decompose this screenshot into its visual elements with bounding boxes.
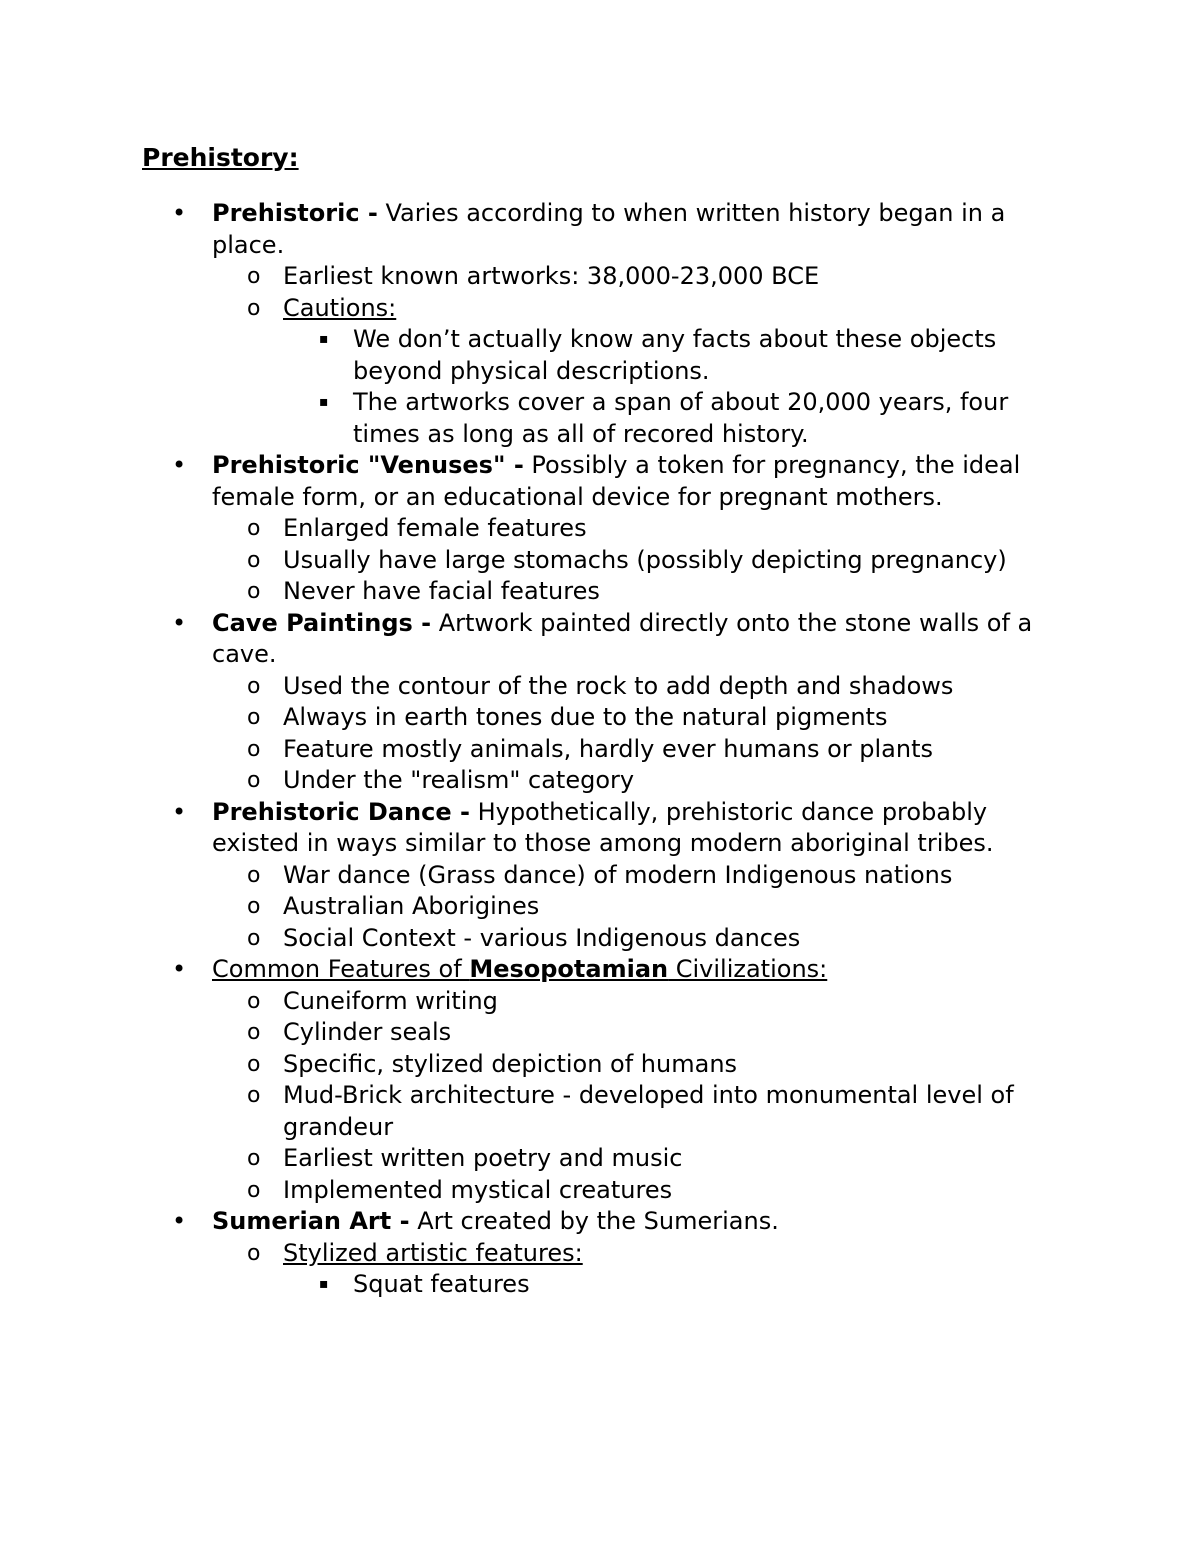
list-item-text: Australian Aborigines bbox=[283, 892, 540, 920]
notes-list bbox=[0, 198, 1200, 1301]
list-item bbox=[0, 1017, 1072, 1049]
bullet-sumerian-art bbox=[0, 1206, 1072, 1238]
list-item bbox=[0, 261, 1072, 293]
desc-venuses: Possibly a token for pregnancy, the ideal female form, or an educational device for pregnant mothers. bbox=[212, 451, 1021, 511]
list-item bbox=[0, 765, 1072, 797]
circle-marker: o bbox=[247, 1240, 261, 1266]
circle-marker: o bbox=[247, 1146, 261, 1171]
list-item bbox=[0, 702, 1072, 734]
list-item-text: We don’t actually know any facts about these objects beyond physical descriptions. bbox=[353, 325, 997, 385]
list-item bbox=[0, 513, 1072, 545]
list-item bbox=[0, 1238, 1072, 1270]
desc-prehistoric: Varies according to when written history began in a place. bbox=[212, 199, 1006, 259]
circle-marker: o bbox=[247, 673, 261, 699]
list-item bbox=[0, 860, 1072, 892]
list-item-text: Enlarged female features bbox=[283, 514, 587, 542]
list-item bbox=[0, 576, 1072, 608]
bullet-mesopotamian-features bbox=[0, 954, 1072, 986]
circle-marker: o bbox=[247, 295, 261, 321]
square-marker: ▪ bbox=[319, 331, 329, 347]
list-item bbox=[0, 891, 1072, 923]
bullet-prehistoric-dance bbox=[0, 797, 1072, 860]
circle-marker: o bbox=[247, 705, 261, 730]
square-marker: ▪ bbox=[319, 1276, 329, 1292]
list-item bbox=[0, 1143, 1072, 1175]
circle-marker: o bbox=[247, 516, 261, 541]
bullet-marker: • bbox=[172, 1207, 187, 1235]
bullet-marker: • bbox=[172, 199, 187, 227]
list-item-text: The artworks cover a span of about 20,000 years, four times as long as all of recored history. bbox=[353, 388, 1009, 448]
list-item bbox=[0, 1080, 1072, 1143]
mesopotamia-suffix: Civilizations: bbox=[668, 955, 828, 983]
list-item bbox=[0, 293, 1072, 325]
circle-marker: o bbox=[247, 862, 261, 888]
mesopotamia-bold: Mesopotamian bbox=[469, 955, 669, 983]
list-item-text: Cylinder seals bbox=[283, 1018, 452, 1046]
desc-prehistoric-dance: Hypothetically, prehistoric dance probably existed in ways similar to those among modern aboriginal tribes. bbox=[212, 797, 994, 857]
circle-marker: o bbox=[247, 1083, 261, 1108]
bullet-prehistoric bbox=[0, 198, 1072, 261]
circle-marker: o bbox=[247, 768, 261, 793]
circle-marker: o bbox=[247, 579, 261, 604]
bullet-marker: • bbox=[172, 451, 187, 479]
list-item-text: Squat features bbox=[353, 1270, 530, 1298]
circle-marker: o bbox=[247, 988, 261, 1014]
desc-cave-paintings: Artwork painted directly onto the stone walls of a cave. bbox=[212, 608, 1033, 668]
circle-marker: o bbox=[247, 894, 261, 919]
mesopotamia-heading bbox=[212, 955, 827, 983]
list-item-text: Specific, stylized depiction of humans bbox=[283, 1049, 738, 1078]
term-cave-paintings: Cave Paintings - bbox=[212, 608, 432, 637]
desc-sumerian-art: Art created by the Sumerians. bbox=[409, 1207, 779, 1235]
square-marker: ▪ bbox=[319, 394, 329, 410]
bullet-marker: • bbox=[172, 955, 187, 983]
list-item bbox=[0, 986, 1072, 1018]
list-item-text: Used the contour of the rock to add depth and shadows bbox=[283, 671, 954, 700]
circle-marker: o bbox=[247, 1051, 261, 1077]
term-venuses: Prehistoric "Venuses" - bbox=[212, 451, 524, 479]
list-item-text: Cuneiform writing bbox=[283, 986, 498, 1015]
bullet-marker: • bbox=[172, 608, 187, 637]
circle-marker: o bbox=[247, 1020, 261, 1045]
circle-marker: o bbox=[247, 547, 261, 573]
list-item bbox=[0, 1175, 1072, 1207]
list-item-text: Always in earth tones due to the natural pigments bbox=[283, 703, 888, 731]
list-item bbox=[0, 923, 1072, 955]
list-item-text: Never have facial features bbox=[283, 577, 600, 605]
stylized-features-heading: Stylized artistic features: bbox=[283, 1238, 583, 1267]
list-item-text: Usually have large stomachs (possibly depicting pregnancy) bbox=[283, 545, 1007, 574]
circle-marker: o bbox=[247, 264, 261, 289]
list-item-text: Earliest written poetry and music bbox=[283, 1144, 683, 1172]
list-item-text: Feature mostly animals, hardly ever humans or plants bbox=[283, 734, 933, 763]
circle-marker: o bbox=[247, 925, 261, 951]
term-prehistoric: Prehistoric - bbox=[212, 199, 378, 227]
list-item-text: Implemented mystical creatures bbox=[283, 1175, 673, 1204]
circle-marker: o bbox=[247, 1177, 261, 1203]
bullet-venuses bbox=[0, 450, 1072, 513]
list-item-text: Mud-Brick architecture - developed into monumental level of grandeur bbox=[283, 1081, 1014, 1141]
list-item bbox=[0, 387, 1033, 450]
term-prehistoric-dance: Prehistoric Dance - bbox=[212, 797, 470, 826]
list-item-text: Under the "realism" category bbox=[283, 766, 635, 794]
list-item bbox=[0, 1269, 1033, 1301]
list-item bbox=[0, 671, 1072, 703]
cautions-heading: Cautions: bbox=[283, 293, 397, 322]
list-item-text: Earliest known artworks: 38,000-23,000 BCE bbox=[283, 262, 820, 290]
bullet-marker: • bbox=[172, 797, 187, 826]
list-item bbox=[0, 324, 1033, 387]
mesopotamia-prefix: Common Features of bbox=[212, 955, 470, 983]
term-sumerian-art: Sumerian Art - bbox=[212, 1207, 410, 1235]
list-item bbox=[0, 734, 1072, 766]
circle-marker: o bbox=[247, 736, 261, 762]
page-title: Prehistory: bbox=[142, 143, 299, 172]
bullet-cave-paintings bbox=[0, 608, 1072, 671]
list-item bbox=[0, 1049, 1072, 1081]
list-item-text: Social Context - various Indigenous dances bbox=[283, 923, 801, 952]
list-item bbox=[0, 545, 1072, 577]
list-item-text: War dance (Grass dance) of modern Indigenous nations bbox=[283, 860, 953, 889]
